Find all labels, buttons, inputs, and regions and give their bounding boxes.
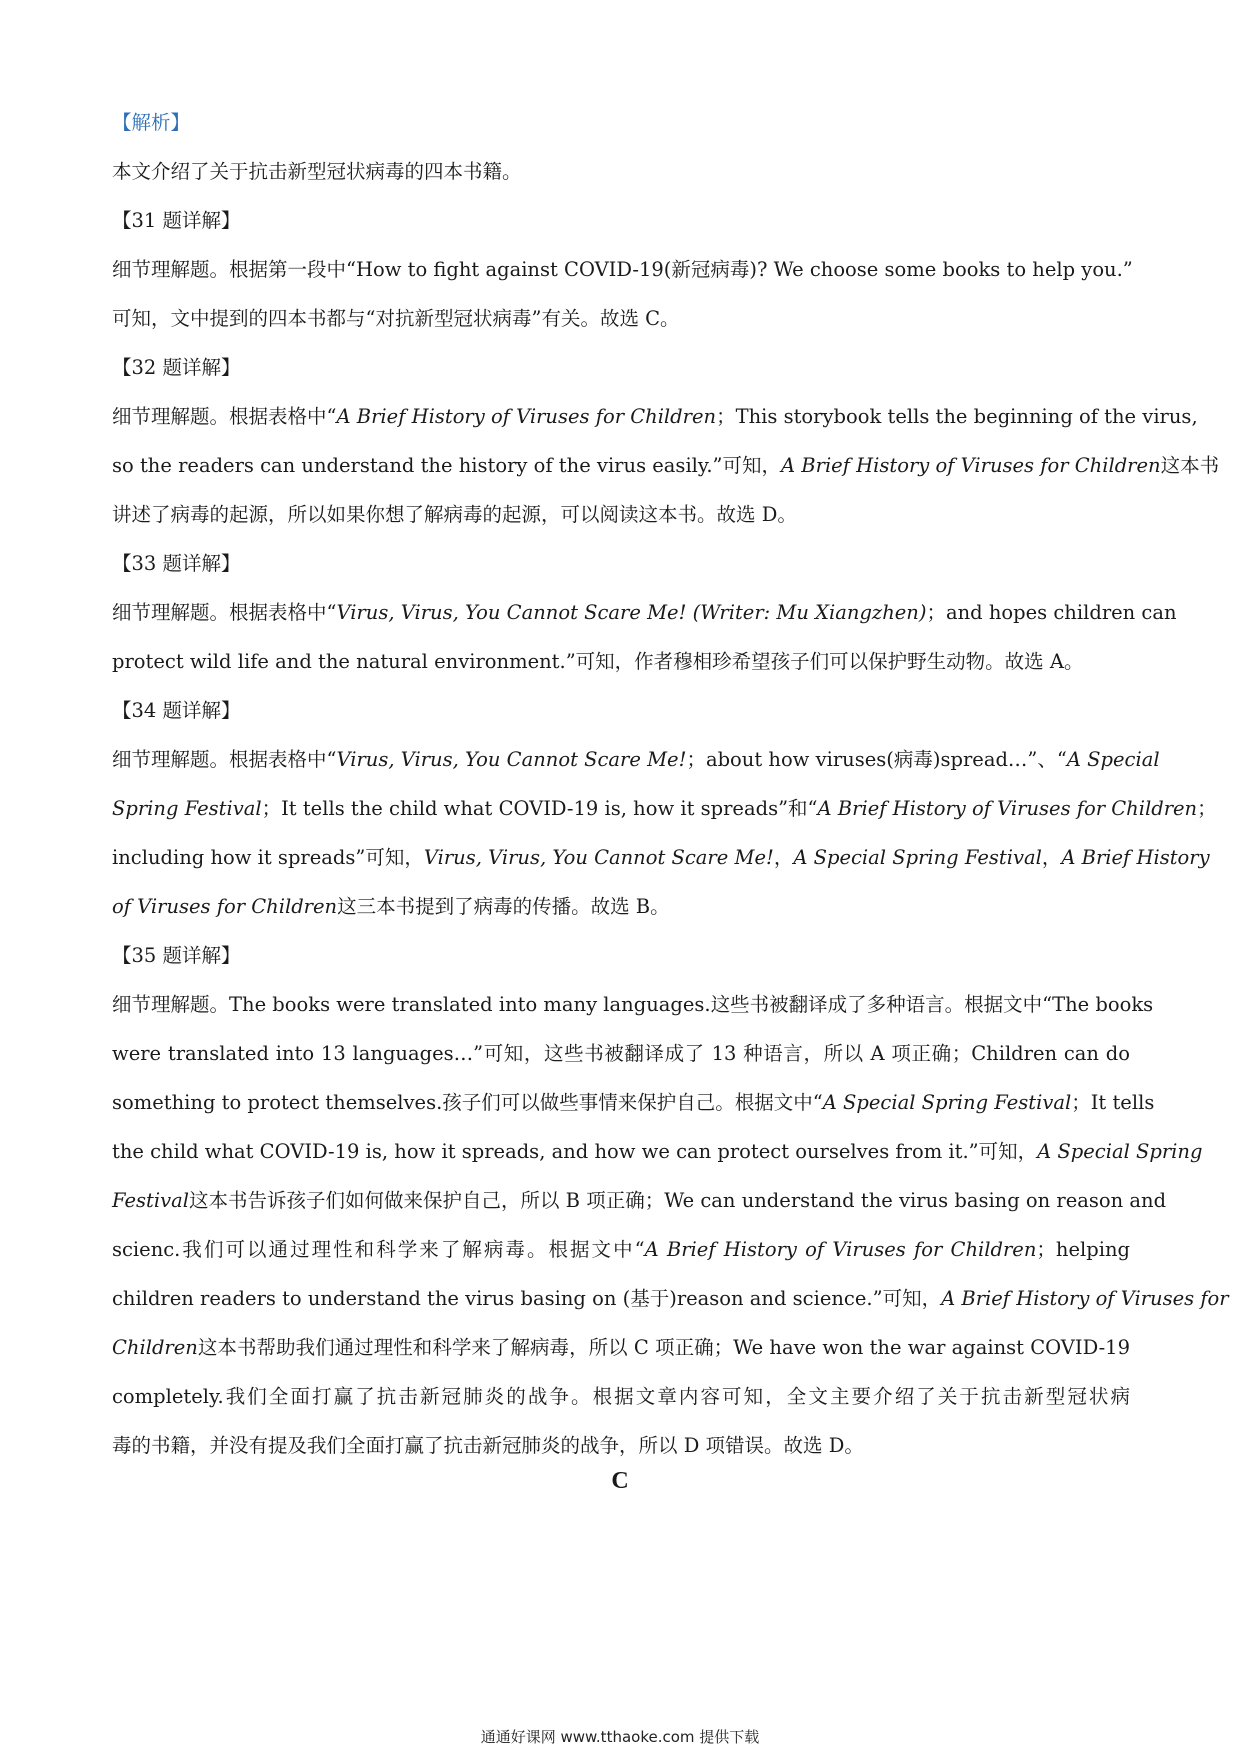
document-body bbox=[112, 98, 1229, 1470]
analysis-heading: 【解析】 bbox=[112, 111, 191, 134]
q32-line-1: 细节理解题。根据表格中“A Brief History of Viruses for Children；This storybook tells the beginning of the virus, bbox=[112, 405, 1198, 428]
q33-title: 【33 题详解】 bbox=[112, 552, 241, 575]
q34-title: 【34 题详解】 bbox=[112, 699, 241, 722]
q33-line-2: protect wild life and the natural environment.”可知，作者穆相珍希望孩子们可以保护野生动物。故选 A。 bbox=[112, 650, 1084, 673]
q35-line-5: Festival这本书告诉孩子们如何做来保护自己，所以 B 项正确；We can understand the virus basing on reason and bbox=[112, 1189, 1167, 1212]
q35-line-1: 细节理解题。The books were translated into many languages.这些书被翻译成了多种语言。根据文中“The books bbox=[112, 993, 1154, 1016]
q34-line-2: Spring Festival；It tells the child what COVID-19 is, how it spreads”和“A Brief History of Viruses for Children； bbox=[112, 797, 1217, 820]
q35-line-9: completely.我们全面打赢了抗击新冠肺炎的战争。根据文章内容可知，全文主要介绍了关于抗击新型冠状病 bbox=[112, 1385, 1130, 1408]
q35-line-8: Children这本书帮助我们通过理性和科学来了解病毒，所以 C 项正确；We have won the war against COVID-19 bbox=[112, 1336, 1130, 1359]
q32-line-3: 讲述了病毒的起源，所以如果你想了解病毒的起源，可以阅读这本书。故选 D。 bbox=[112, 503, 797, 526]
q32-title: 【32 题详解】 bbox=[112, 356, 241, 379]
page-footer: 通通好课网 www.tthaoke.com 提供下载 bbox=[480, 1728, 760, 1746]
q34-line-1: 细节理解题。根据表格中“Virus, Virus, You Cannot Scare Me!；about how viruses(病毒)spread…”、“A Special bbox=[112, 748, 1160, 771]
q31-line-2: 可知，文中提到的四本书都与“对抗新型冠状病毒”有关。故选 C。 bbox=[112, 307, 680, 330]
q33-line-1: 细节理解题。根据表格中“Virus, Virus, You Cannot Scare Me! (Writer: Mu Xiangzhen)；and hopes children can bbox=[112, 601, 1177, 624]
q31-title: 【31 题详解】 bbox=[112, 209, 241, 232]
q35-title: 【35 题详解】 bbox=[112, 944, 241, 967]
q34-line-3: including how it spreads”可知，Virus, Virus, You Cannot Scare Me!，A Special Spring Festival，A Brief History bbox=[112, 846, 1210, 869]
section-mark: C bbox=[611, 1468, 629, 1494]
q35-line-7: children readers to understand the virus basing on (基于)reason and science.”可知，A Brief History of Viruses for bbox=[112, 1287, 1229, 1310]
q34-line-4: of Viruses for Children这三本书提到了病毒的传播。故选 B。 bbox=[112, 895, 670, 918]
summary-text: 本文介绍了关于抗击新型冠状病毒的四本书籍。 bbox=[112, 160, 522, 183]
q35-line-4: the child what COVID-19 is, how it spreads, and how we can protect ourselves from it.”可知，A Special Spring bbox=[112, 1140, 1203, 1163]
q35-line-2: were translated into 13 languages…”可知，这些书被翻译成了 13 种语言，所以 A 项正确；Children can do bbox=[112, 1042, 1130, 1065]
q31-line-1: 细节理解题。根据第一段中“How to fight against COVID-19(新冠病毒)? We choose some books to help you.” bbox=[112, 258, 1133, 281]
q32-line-2: so the readers can understand the history of the virus easily.”可知，A Brief History of Viruses for Children这本书 bbox=[112, 454, 1220, 477]
q35-line-3: something to protect themselves.孩子们可以做些事情来保护自己。根据文中“A Special Spring Festival；It tells bbox=[112, 1091, 1155, 1114]
q35-line-10: 毒的书籍，并没有提及我们全面打赢了抗击新冠肺炎的战争，所以 D 项错误。故选 D。 bbox=[112, 1434, 864, 1457]
q35-line-6: scienc.我们可以通过理性和科学来了解病毒。根据文中“A Brief History of Viruses for Children；helping bbox=[112, 1238, 1130, 1261]
